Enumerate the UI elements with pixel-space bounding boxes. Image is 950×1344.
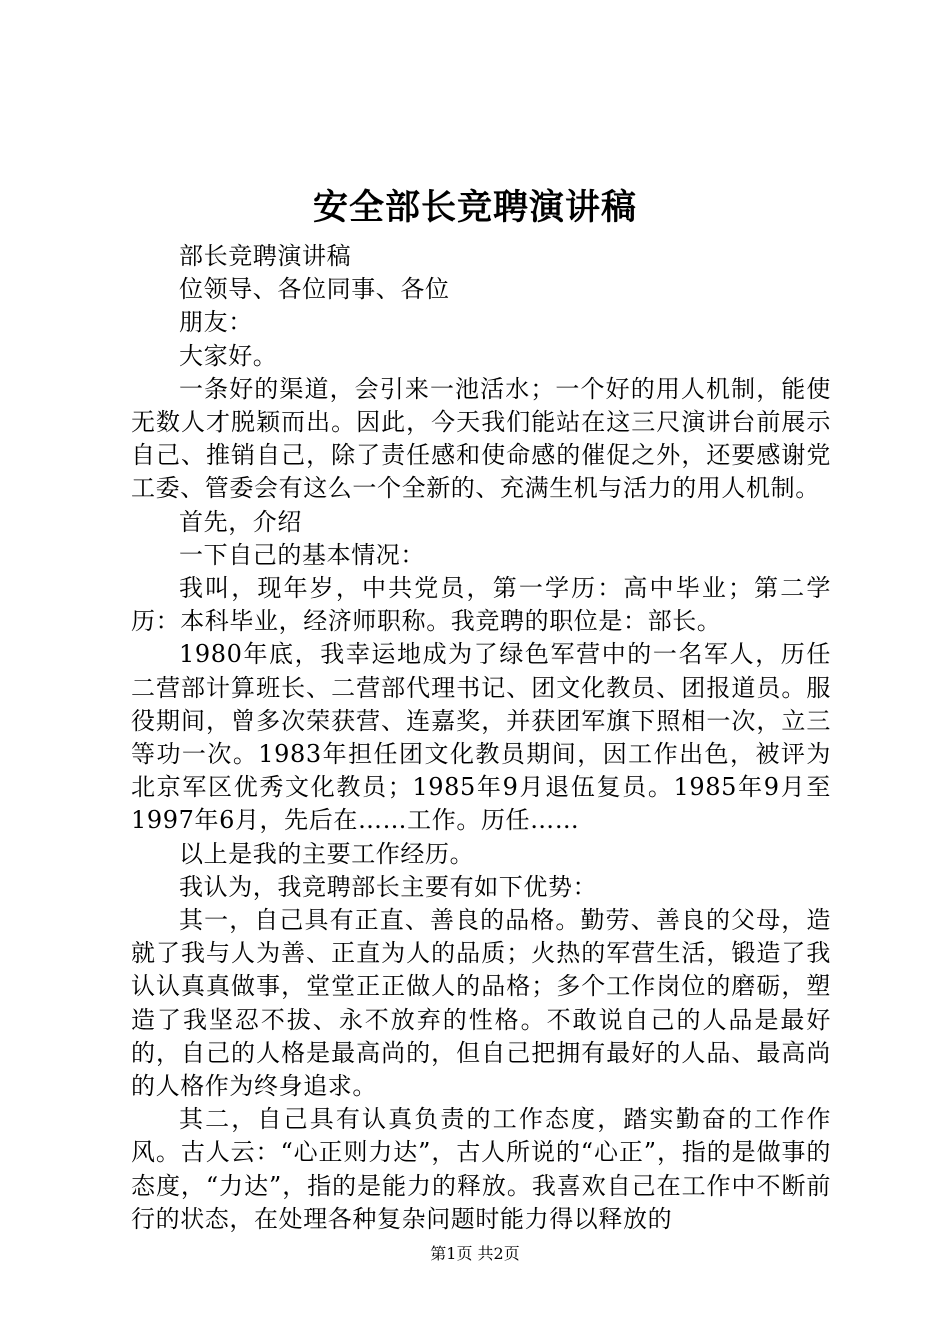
paragraph-basic-info: 一下自己的基本情况：: [179, 540, 425, 569]
paragraph-advantage-1: 其一，自己具有正直、善良的品格。勤劳、善良的父母，造就了我与人为善、正直为人的品质；火热的军营生活，锻造了我认认真真做事，堂堂正正做人的品格；多个工作岗位的磨砺，塑造了我坚忍不拔、永不放弃的性格。不敢说自己的人品是最好的，自己的人格是最高尚的，但自己把拥有最好的人品、最高尚的人格作为终身追求。: [131, 906, 831, 1101]
paragraph-advantages: 我认为，我竞聘部长主要有如下优势：: [179, 872, 598, 901]
page-title: 安全部长竞聘演讲稿: [312, 187, 637, 228]
paragraph-heading: 部长竞聘演讲稿: [179, 242, 352, 270]
paragraph-self-intro: 我叫，现年岁，中共党员，第一学历：高中毕业；第二学历：本科毕业，经济师职称。我竞聘的职位是：部长。: [131, 574, 831, 636]
paragraph-advantage-2: 其二，自己具有认真负责的工作态度，踏实勤奋的工作作风。古人云：“心正则力达”，古人所说的“心正”，指的是做事的态度，“力达”，指的是能力的释放。我喜欢自己在工作中不断前行的状态，在处理各种复杂问题时能力得以释放的: [131, 1105, 831, 1233]
paragraph-intro: 一条好的渠道，会引来一池活水；一个好的用人机制，能使无数人才脱颖而出。因此，今天我们能站在这三尺演讲台前展示自己、推销自己，除了责任感和使命感的催促之外，还要感谢党工委、管委会有这么一个全新的、充满生机与活力的用人机制。: [131, 374, 831, 503]
paragraph-greeting: 大家好。: [179, 341, 278, 370]
page-footer: 第1页 共2页: [430, 1244, 520, 1263]
paragraph-salutation-1: 位领导、各位同事、各位: [179, 275, 450, 304]
paragraph-summary: 以上是我的主要工作经历。: [179, 839, 475, 868]
paragraph-salutation-2: 朋友：: [179, 308, 253, 337]
paragraph-experience: 1980年底，我幸运地成为了绿色军营中的一名军人，历任二营部计算班长、二营部代理书记、团文化教员、团报道员。服役期间，曾多次荣获营、连嘉奖，并获团军旗下照相一次，立三等功一次。1983年担任团文化教员期间，因工作出色，被评为北京军区优秀文化教员；1985年9月退伍复员。1985年9月至1997年6月，先后在……工作。历任……: [131, 640, 831, 835]
paragraph-first: 首先，介绍: [179, 507, 302, 536]
document-body: [131, 240, 831, 1236]
